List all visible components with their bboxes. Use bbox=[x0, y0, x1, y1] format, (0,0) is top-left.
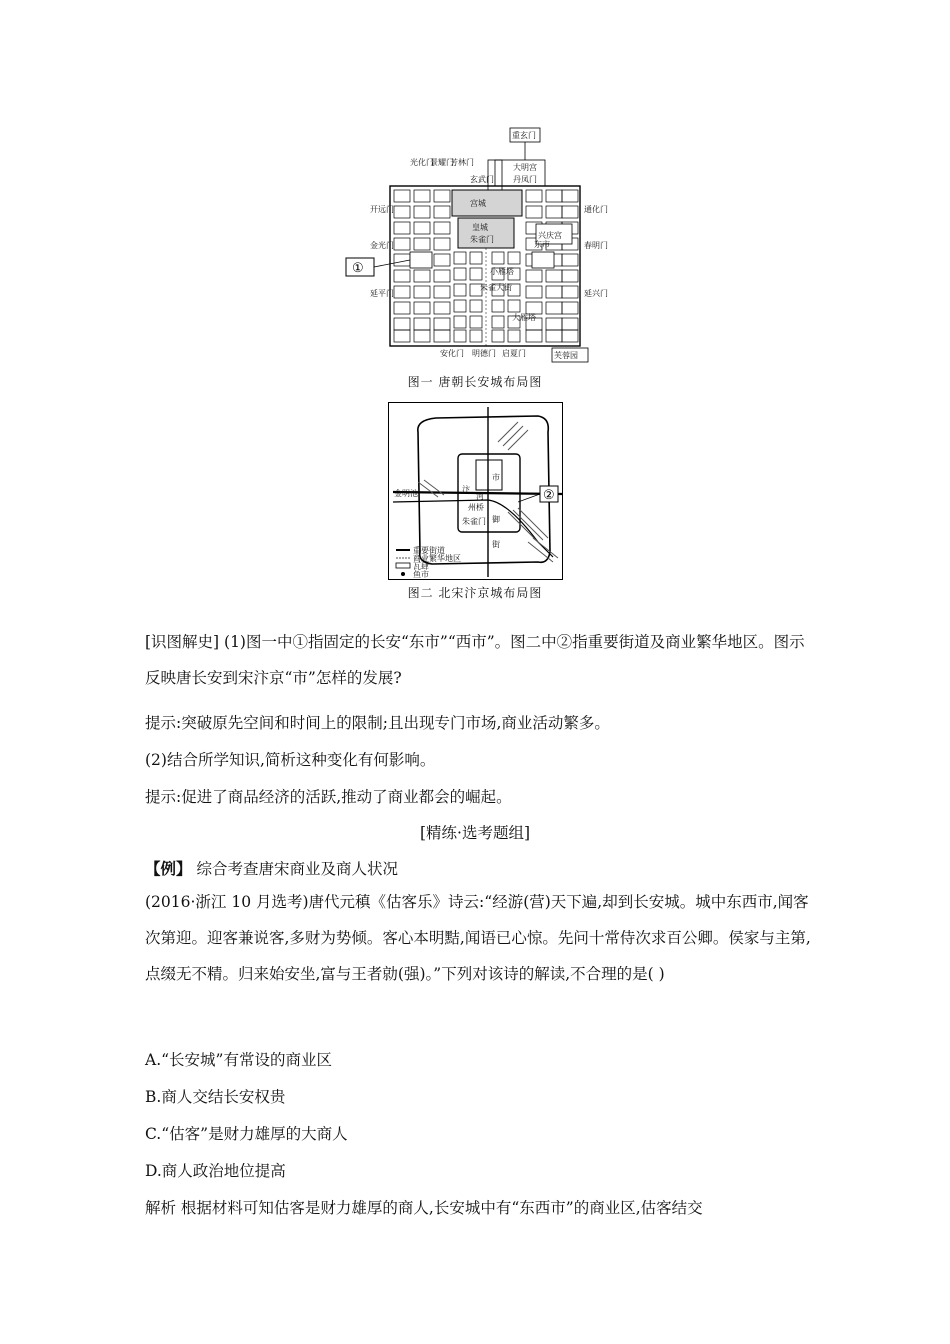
ward-block bbox=[414, 222, 430, 234]
ward-block bbox=[526, 270, 542, 282]
map-label-fanglin: 芳林门 bbox=[450, 158, 474, 167]
ward-block bbox=[414, 190, 430, 202]
map-label-guanghua: 光化门 bbox=[410, 158, 434, 167]
figure1-caption: 图一 唐朝长安城布局图 bbox=[407, 375, 543, 389]
figure2-caption: 图二 北宋汴京城布局图 bbox=[407, 586, 543, 600]
paragraph-identify-history: [识图解史] (1)图一中①指固定的长安“东市”“西市”。图二中②指重要街道及商业繁华地区。图示反映唐长安到宋汴京“市”怎样的发展? bbox=[145, 633, 805, 687]
ward-block bbox=[414, 238, 430, 250]
map-label-qixia: 启夏门 bbox=[502, 349, 526, 358]
map2-label-bian: 汴 bbox=[462, 485, 470, 494]
ward-block bbox=[562, 206, 578, 218]
ward-block bbox=[434, 286, 450, 298]
ward-block bbox=[454, 330, 466, 342]
map2-label-shi: 市 bbox=[492, 473, 500, 482]
ward-block bbox=[394, 302, 410, 314]
legend-item: 鱼市 bbox=[413, 570, 429, 579]
ward-block bbox=[470, 330, 482, 342]
example-heading bbox=[145, 857, 398, 879]
ward-block bbox=[492, 300, 504, 312]
ward-block bbox=[470, 252, 482, 264]
ward-block bbox=[562, 270, 578, 282]
map-label-zhuque-street: 朱雀大街 bbox=[480, 283, 512, 292]
ward-block bbox=[454, 300, 466, 312]
ward-block bbox=[414, 330, 430, 342]
map2-label-zhouqiao: 州桥 bbox=[468, 503, 484, 512]
ward-block bbox=[526, 330, 542, 342]
ward-block bbox=[470, 316, 482, 328]
ward-block bbox=[546, 206, 562, 218]
map-marker-2: ② bbox=[543, 488, 555, 503]
ward-block bbox=[434, 330, 450, 342]
ward-block bbox=[454, 316, 466, 328]
ward-block bbox=[394, 238, 410, 250]
ward-block bbox=[414, 302, 430, 314]
question-2: (2)结合所学知识,简析这种变化有何影响。 bbox=[145, 751, 436, 769]
map-label-jinguang: 金光门 bbox=[370, 241, 394, 250]
option-a: A.“长安城”有常设的商业区 bbox=[145, 1051, 332, 1069]
option-d: D.商人政治地位提高 bbox=[145, 1162, 286, 1180]
ward-block bbox=[394, 330, 410, 342]
map-label-xingqing: 兴庆宫 bbox=[538, 231, 562, 240]
ward-block bbox=[546, 302, 562, 314]
ward-block bbox=[434, 254, 450, 266]
ward-block bbox=[508, 300, 520, 312]
ward-block bbox=[562, 318, 578, 330]
legend-item: 重要街道 bbox=[413, 546, 445, 555]
map-marker-1: ① bbox=[352, 261, 364, 276]
figure-bianjing-map bbox=[388, 402, 563, 580]
section-title: [精练·选考题组] bbox=[419, 824, 531, 842]
figure-changan-map bbox=[340, 120, 610, 370]
map-label-jingyao: 景耀门 bbox=[430, 158, 454, 167]
ward-block bbox=[562, 302, 578, 314]
ward-block bbox=[434, 302, 450, 314]
ward-block bbox=[508, 330, 520, 342]
map-label-anhua: 安化门 bbox=[440, 349, 464, 358]
ward-block bbox=[394, 286, 410, 298]
ward-block bbox=[526, 190, 542, 202]
ward-block bbox=[434, 270, 450, 282]
map-label-furong: 芙蓉园 bbox=[554, 351, 578, 360]
ward-block bbox=[546, 286, 562, 298]
ward-block bbox=[414, 270, 430, 282]
ward-block bbox=[434, 318, 450, 330]
ward-block bbox=[434, 222, 450, 234]
map-label-dayanta: 大雁塔 bbox=[512, 313, 536, 322]
map-label-tonghua: 通化门 bbox=[584, 205, 608, 214]
ward-block bbox=[394, 222, 410, 234]
hint-1: 提示:突破原先空间和时间上的限制;且出现专门市场,商业活动繁多。 bbox=[145, 714, 610, 732]
ward-block bbox=[526, 286, 542, 298]
ward-block bbox=[562, 330, 578, 342]
example-tag: 【例】 bbox=[145, 859, 192, 878]
map-label-yanping: 延平门 bbox=[370, 289, 394, 298]
ward-block bbox=[414, 206, 430, 218]
ward-block bbox=[434, 206, 450, 218]
map-label-danfeng: 丹凤门 bbox=[513, 175, 537, 184]
ward-block bbox=[546, 270, 562, 282]
ward-block bbox=[562, 254, 578, 266]
ward-block bbox=[394, 270, 410, 282]
ward-block bbox=[526, 206, 542, 218]
map2-label-jie: 街 bbox=[492, 540, 500, 549]
map-label-zhuque: 朱雀门 bbox=[470, 235, 494, 244]
map-label-chongxuan: 重玄门 bbox=[512, 131, 536, 140]
ward-block bbox=[454, 284, 466, 296]
ward-block bbox=[454, 268, 466, 280]
ward-block bbox=[434, 190, 450, 202]
map-label-gongcheng: 宫城 bbox=[470, 199, 486, 208]
ward-block bbox=[562, 286, 578, 298]
question-text: (2016·浙江 10 月选考)唐代元稹《估客乐》诗云:“经游(营)天下遍,却到长安城。城中东西市,闻客次第迎。迎客兼说客,多财为势倾。客心本明黠,闻语已心惊。先问十常侍次求百公卿。侯家与主第,点缀无不精。归来始安坐,富与王者勍(强)。”下列对该诗的解读,不合理的是( ) bbox=[145, 893, 811, 983]
ward-block bbox=[470, 268, 482, 280]
map-label-mingde: 明德门 bbox=[472, 349, 496, 358]
map-label-chunming: 春明门 bbox=[584, 241, 608, 250]
ward-block bbox=[470, 300, 482, 312]
ward-block bbox=[492, 316, 504, 328]
map-label-xiaoyanta: 小雁塔 bbox=[490, 267, 514, 276]
ward-block bbox=[492, 252, 504, 264]
ward-block bbox=[546, 318, 562, 330]
option-b: B.商人交结长安权贵 bbox=[145, 1088, 286, 1106]
legend-item: 瓦肆 bbox=[413, 562, 429, 571]
ward-block bbox=[414, 318, 430, 330]
map2-label-zhuque: 朱雀门 bbox=[462, 517, 486, 526]
ward-block bbox=[546, 190, 562, 202]
ward-block bbox=[394, 318, 410, 330]
legend-item: 商业繁华地区 bbox=[413, 554, 461, 563]
ward-block bbox=[454, 252, 466, 264]
ward-block bbox=[562, 190, 578, 202]
ward-block bbox=[546, 330, 562, 342]
hint-2: 提示:促进了商品经济的活跃,推动了商业都会的崛起。 bbox=[145, 788, 512, 806]
analysis-text: 解析 根据材料可知估客是财力雄厚的商人,长安城中有“东西市”的商业区,估客结交 bbox=[145, 1199, 703, 1217]
map2-label-yu: 御 bbox=[492, 515, 500, 524]
option-c: C.“估客”是财力雄厚的大商人 bbox=[145, 1125, 348, 1143]
map-label-daming: 大明宫 bbox=[513, 163, 537, 172]
map2-label-he: 河 bbox=[476, 492, 484, 501]
ward-block bbox=[414, 286, 430, 298]
ward-block bbox=[394, 190, 410, 202]
ward-block bbox=[508, 252, 520, 264]
map-label-kaiyuan: 开远门 bbox=[370, 205, 394, 214]
map-label-dongshi: 东市 bbox=[534, 240, 550, 249]
map-label-yanxing: 延兴门 bbox=[584, 289, 608, 298]
map-label-huangcheng: 皇城 bbox=[472, 223, 488, 232]
ward-block bbox=[394, 254, 410, 266]
example-title: 综合考查唐宋商业及商人状况 bbox=[191, 860, 398, 878]
ward-block bbox=[492, 330, 504, 342]
map-label-xuanwu: 玄武门 bbox=[470, 175, 494, 184]
ward-block bbox=[434, 238, 450, 250]
ward-block bbox=[394, 206, 410, 218]
map2-label-jinming: 金明池 bbox=[394, 489, 418, 498]
